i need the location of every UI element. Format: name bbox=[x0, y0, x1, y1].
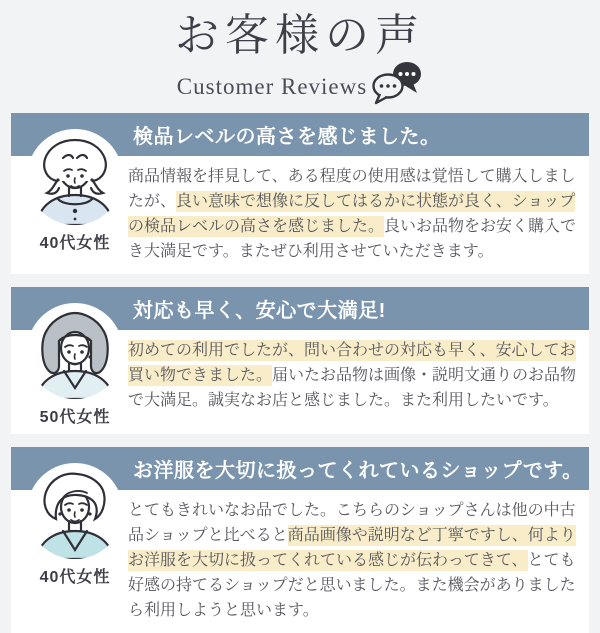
review-title: お洋服を大切に扱ってくれているショップです。 bbox=[133, 459, 583, 482]
plain-text: とても好感の持てるショップだと思いました。また機会がありましたら利用しようと思います。 bbox=[128, 551, 576, 619]
chat-bubbles-icon bbox=[371, 59, 423, 105]
highlighted-text: 商品画像や説明など丁寧ですし、何よりお洋服を大切に扱ってくれている感じが伝わってきて、 bbox=[128, 526, 576, 569]
review-card bbox=[11, 447, 589, 633]
review-text bbox=[128, 164, 581, 264]
woman-40s-curly-hair-icon bbox=[27, 129, 123, 225]
plain-text: 商品情報を拝見して、ある程度の使用感は覚悟して購入しましたが、 bbox=[128, 167, 576, 210]
plain-text: 届いたお品物は画像・説明文通りのお品物で大満足。誠実なお店と感じました。また利用したいです。 bbox=[128, 366, 577, 409]
review-title: 検品レベルの高さを感じました。 bbox=[133, 125, 441, 148]
reviewer-avatar bbox=[27, 463, 123, 587]
reviewer-label: 40代女性 bbox=[39, 568, 111, 586]
reviews-list bbox=[11, 113, 589, 633]
page-subtitle-row bbox=[0, 63, 600, 99]
highlighted-text: 初めての利用でしたが、問い合わせの対応も早く、安心してお買い物できました。 bbox=[128, 341, 576, 384]
woman-40s-short-hair-icon bbox=[27, 463, 123, 559]
page-header bbox=[0, 0, 600, 99]
reviewer-label: 40代女性 bbox=[39, 234, 111, 252]
plain-text: とてもきれいなお品でした。こちらのショップさんは他の中古品ショップと比べると bbox=[128, 501, 576, 544]
reviewer-avatar bbox=[27, 129, 123, 253]
review-card bbox=[11, 113, 589, 274]
review-text bbox=[128, 498, 581, 623]
reviewer-label: 50代女性 bbox=[39, 408, 111, 426]
review-card bbox=[11, 287, 589, 434]
reviewer-avatar bbox=[27, 303, 123, 427]
woman-50s-bob-hair-icon bbox=[27, 303, 123, 399]
highlighted-text: 良い意味で想像に反してはるかに状態が良く、ショップの検品レベルの高さを感じました。 bbox=[128, 192, 576, 235]
plain-text: 良いお品物をお安く購入でき大満足です。またぜひ利用させていただきます。 bbox=[128, 217, 577, 260]
page-title: お客様の声 bbox=[175, 11, 425, 60]
review-title: 対応も早く、安心で大満足! bbox=[133, 299, 386, 322]
review-text bbox=[128, 338, 581, 413]
page-subtitle: Customer Reviews bbox=[176, 73, 368, 99]
